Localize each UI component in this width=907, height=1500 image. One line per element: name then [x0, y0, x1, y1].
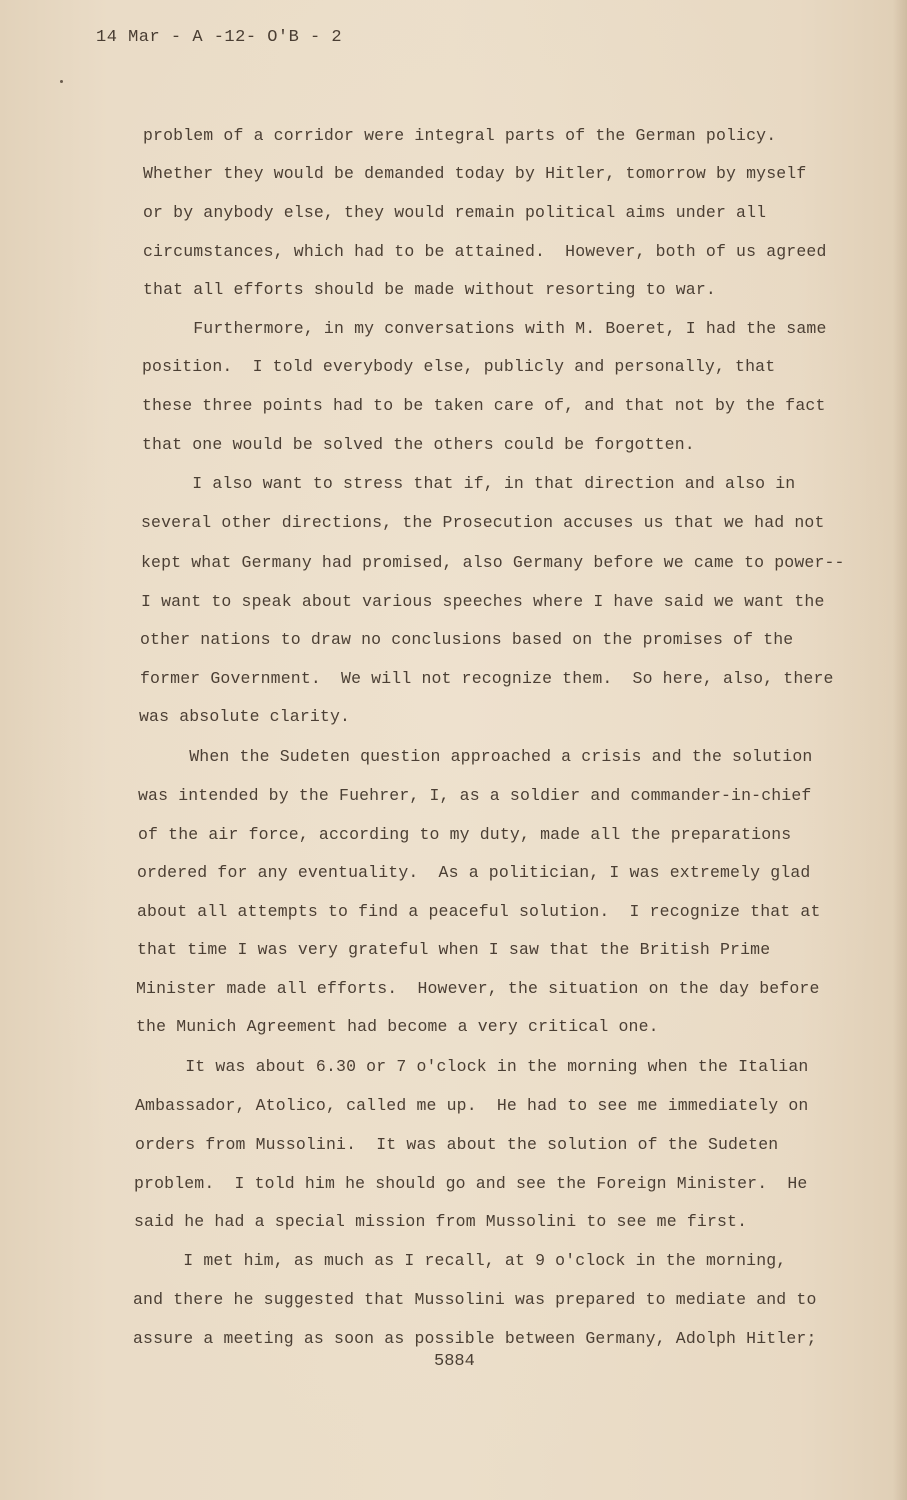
document-reference-header: 14 Mar - A -12- O'B - 2 — [96, 28, 343, 47]
body-line: kept what Germany had promised, also Germany before we came to power-- — [141, 553, 845, 572]
body-line: former Government. We will not recognize them. So here, also, there — [140, 669, 834, 688]
body-line: several other directions, the Prosecution accuses us that we had not — [141, 513, 825, 532]
body-line: orders from Mussolini. It was about the solution of the Sudeten — [135, 1135, 779, 1154]
body-line: problem of a corridor were integral parts of the German policy. — [143, 126, 777, 145]
body-line: I also want to stress that if, in that direction and also in — [142, 474, 796, 493]
body-line: that all efforts should be made without resorting to war. — [143, 280, 716, 299]
body-line: ordered for any eventuality. As a politician, I was extremely glad — [137, 863, 811, 882]
body-line: circumstances, which had to be attained. However, both of us agreed — [143, 242, 827, 261]
body-line: assure a meeting as soon as possible between Germany, Adolph Hitler; — [133, 1329, 817, 1348]
body-line: the Munich Agreement had become a very critical one. — [136, 1017, 659, 1036]
body-line: that time I was very grateful when I saw that the British Prime — [137, 940, 771, 959]
body-line: said he had a special mission from Mussolini to see me first. — [134, 1212, 748, 1231]
body-line: these three points had to be taken care of, and that not by the fact — [142, 396, 826, 415]
body-line: of the air force, according to my duty, made all the preparations — [138, 825, 792, 844]
body-line: that one would be solved the others could be forgotten. — [142, 435, 695, 454]
body-line: Minister made all efforts. However, the situation on the day before — [136, 979, 820, 998]
body-line: other nations to draw no conclusions based on the promises of the — [140, 630, 794, 649]
body-line: Whether they would be demanded today by Hitler, tomorrow by myself — [143, 164, 807, 183]
body-line: was intended by the Fuehrer, I, as a soldier and commander-in-chief — [138, 786, 812, 805]
body-line: It was about 6.30 or 7 o'clock in the morning when the Italian — [135, 1057, 809, 1076]
body-line: position. I told everybody else, publicly and personally, that — [142, 357, 776, 376]
body-line: or by anybody else, they would remain political aims under all — [143, 203, 767, 222]
body-line: was absolute clarity. — [139, 707, 351, 726]
body-line: I met him, as much as I recall, at 9 o'clock in the morning, — [133, 1251, 787, 1270]
body-line: Ambassador, Atolico, called me up. He had to see me immediately on — [135, 1096, 809, 1115]
page-number: 5884 — [434, 1352, 475, 1371]
body-line: I want to speak about various speeches where I have said we want the — [141, 592, 825, 611]
stray-ink-mark — [60, 80, 63, 83]
body-line: Furthermore, in my conversations with M. Boeret, I had the same — [143, 319, 827, 338]
body-line: about all attempts to find a peaceful solution. I recognize that at — [137, 902, 821, 921]
body-line: and there he suggested that Mussolini was prepared to mediate and to — [133, 1290, 817, 1309]
page-edge-shadow — [893, 0, 907, 1500]
body-line: problem. I told him he should go and see the Foreign Minister. He — [134, 1174, 808, 1193]
body-line: When the Sudeten question approached a crisis and the solution — [139, 747, 813, 766]
